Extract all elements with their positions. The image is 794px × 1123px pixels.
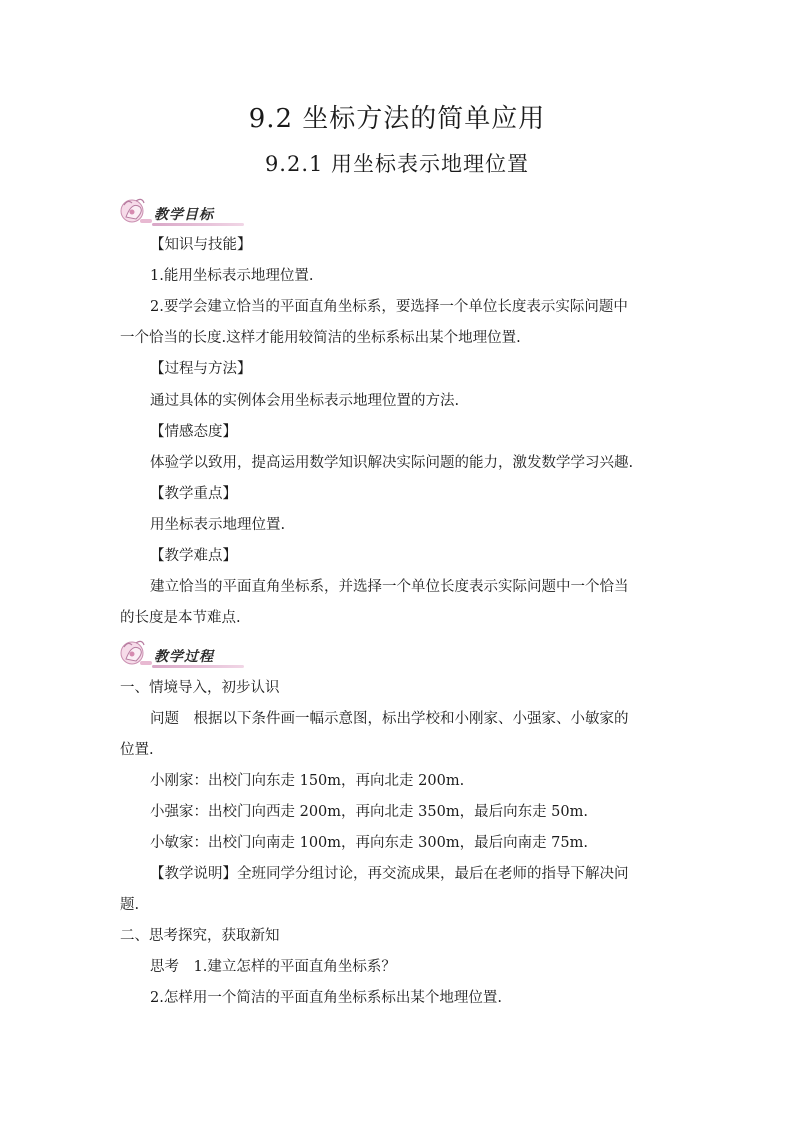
flower-decoration-icon — [118, 639, 154, 671]
teaching-process-label: 教学过程 — [154, 649, 214, 665]
section-knowledge-skills: 【知识与技能】 — [150, 237, 252, 253]
text-line: 2.怎样用一个简洁的平面直角坐标系标出某个地理位置. — [150, 990, 502, 1006]
section-heading-2: 二、思考探究，获取新知 — [120, 928, 280, 944]
section-heading-1: 一、情境导入，初步认识 — [120, 680, 280, 696]
section-process-method: 【过程与方法】 — [150, 361, 252, 377]
section-emotion-attitude: 【情感态度】 — [150, 424, 237, 440]
text-line: 一个恰当的长度.这样才能用较简洁的坐标系标出某个地理位置. — [120, 330, 521, 346]
text-line: 位置. — [120, 742, 154, 758]
flower-decoration-icon — [118, 197, 154, 229]
teaching-goals-label: 教学目标 — [154, 207, 214, 223]
text-line: 的长度是本节难点. — [120, 610, 241, 626]
teaching-process-badge — [118, 639, 244, 671]
badge-underline — [152, 223, 244, 226]
text-line: 思考 1.建立怎样的平面直角坐标系？ — [150, 959, 396, 975]
text-line: 体验学以致用，提高运用数学知识解决实际问题的能力，激发数学学习兴趣. — [150, 455, 634, 471]
teaching-goals-badge — [118, 197, 244, 229]
page-subtitle: 9.2.1 用坐标表示地理位置 — [264, 152, 530, 176]
section-teaching-focus: 【教学重点】 — [150, 486, 237, 502]
text-line: 题. — [120, 897, 140, 913]
text-line: 用坐标表示地理位置. — [150, 517, 286, 533]
text-line: 小强家：出校门向西走 200m，再向北走 350m，最后向东走 50m. — [150, 804, 588, 820]
badge-underline — [152, 665, 244, 668]
text-line: 小刚家：出校门向东走 150m，再向北走 200m. — [150, 773, 465, 789]
text-line: 通过具体的实例体会用坐标表示地理位置的方法. — [150, 393, 460, 409]
text-line: 1.能用坐标表示地理位置. — [150, 268, 314, 284]
text-line: 2.要学会建立恰当的平面直角坐标系，要选择一个单位长度表示实际问题中 — [150, 299, 628, 315]
text-line: 建立恰当的平面直角坐标系，并选择一个单位长度表示实际问题中一个恰当 — [150, 579, 629, 595]
text-line: 【教学说明】全班同学分组讨论，再交流成果，最后在老师的指导下解决问 — [150, 866, 629, 882]
page-title: 9.2 坐标方法的简单应用 — [248, 104, 546, 134]
section-teaching-difficulty: 【教学难点】 — [150, 548, 237, 564]
text-line: 问题 根据以下条件画一幅示意图，标出学校和小刚家、小强家、小敏家的 — [150, 711, 629, 727]
text-line: 小敏家：出校门向南走 100m，再向东走 300m，最后向南走 75m. — [150, 835, 588, 851]
